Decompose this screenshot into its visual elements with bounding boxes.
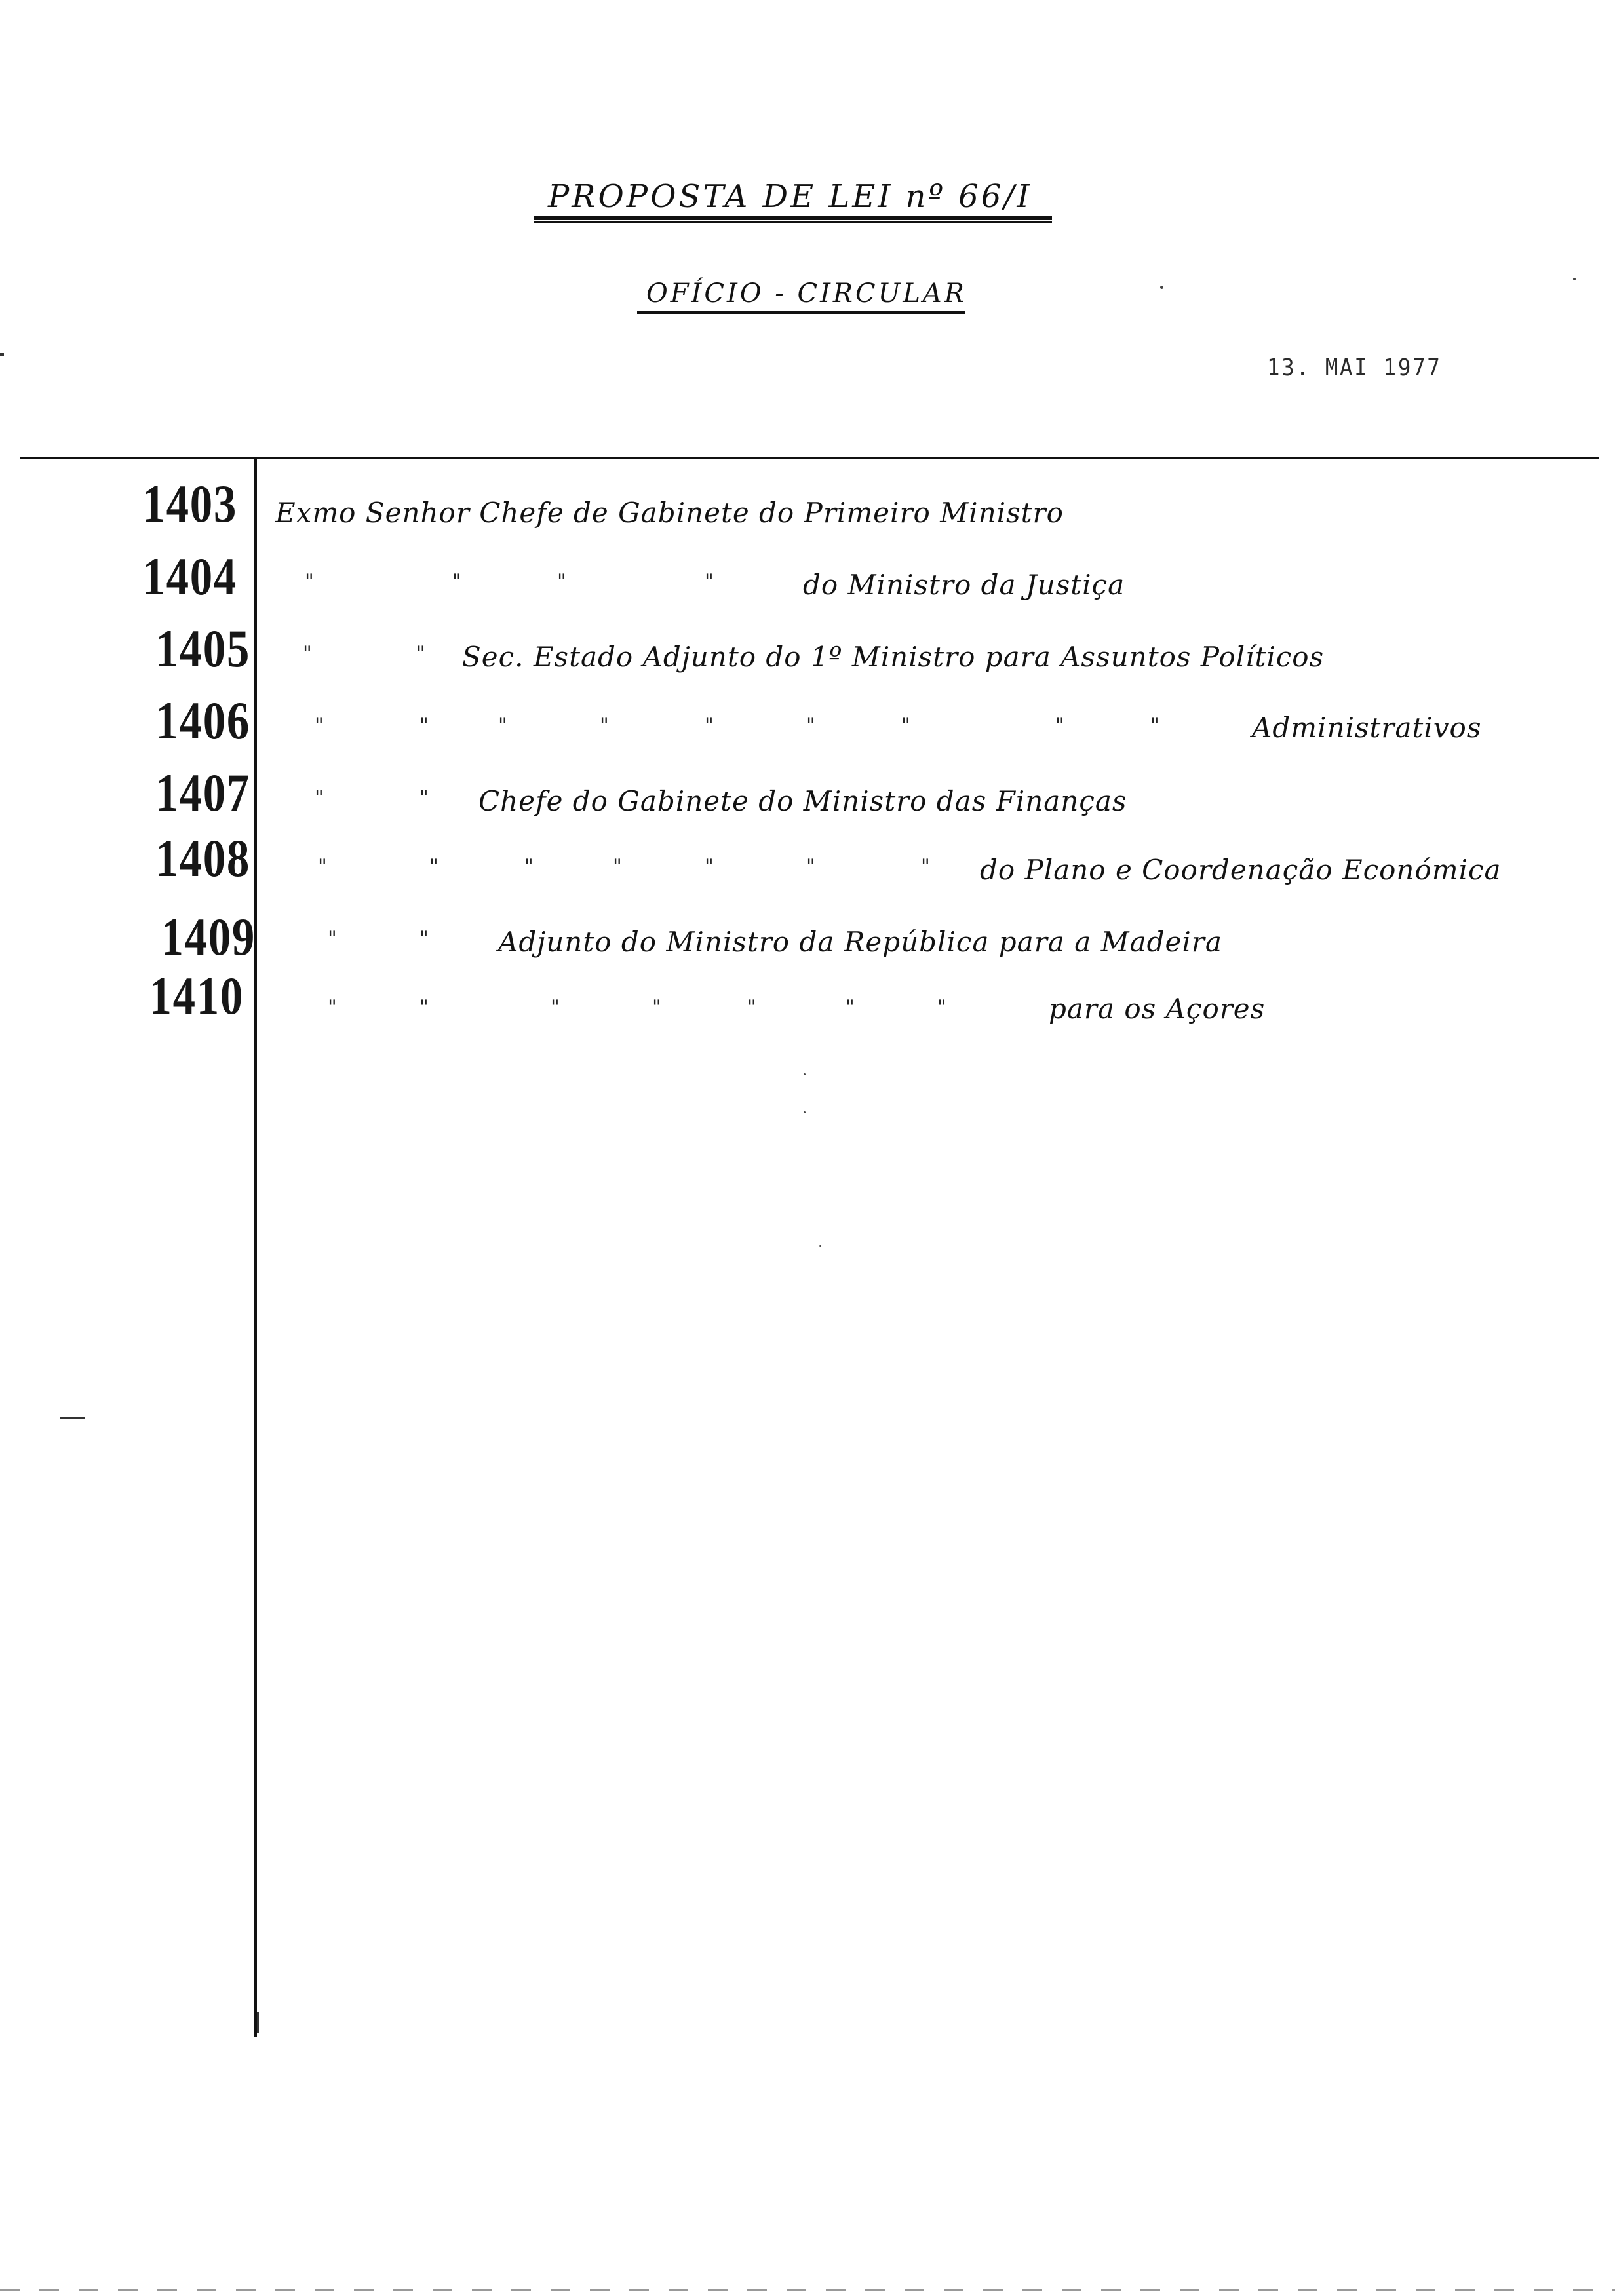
ditto-mark: " [705,855,714,878]
entry-number: 1407 [155,763,250,822]
ditto-mark: " [305,570,314,593]
entry-number: 1408 [155,828,250,888]
ditto-mark: " [328,996,337,1019]
title-underline-2 [534,221,1052,223]
scan-speck [819,1245,821,1247]
ditto-mark: " [1150,714,1159,737]
ditto-mark: " [551,996,560,1019]
scan-speck [804,1073,806,1075]
ditto-mark: " [846,996,855,1019]
ditto-mark: " [419,996,429,1019]
ditto-mark: " [416,642,425,665]
title-underline [534,216,1052,220]
page-edge [0,2289,1615,2291]
ditto-mark: " [705,570,714,593]
entry-number: 1405 [155,619,250,678]
entry-number: 1404 [142,546,237,606]
entry-text: para os Açores [1049,993,1266,1025]
ditto-mark: " [318,855,327,878]
entry-number: 1410 [149,966,244,1025]
ditto-mark: " [419,714,429,737]
margin-tick [0,353,4,356]
margin-tick [257,2012,259,2033]
ditto-mark: " [600,714,609,737]
date-stamp: 13. MAI 1977 [1267,354,1442,381]
entry-number: 1409 [161,907,256,966]
scan-speck [1573,278,1576,280]
scan-speck [1160,286,1163,289]
ditto-mark: " [806,714,815,737]
ditto-mark: " [557,570,566,593]
ditto-mark: " [498,714,507,737]
margin-tick [60,1417,85,1419]
ditto-mark: " [524,855,534,878]
scan-speck [804,1111,806,1113]
entry-text: Chefe do Gabinete do Ministro das Finanças [478,785,1127,817]
ditto-mark: " [419,786,429,809]
ditto-mark: " [315,714,324,737]
ditto-mark: " [937,996,946,1019]
ditto-mark: " [419,927,429,950]
entry-text: do Plano e Coordenação Económica [980,854,1502,886]
ditto-mark: " [705,714,714,737]
ditto-mark: " [1055,714,1064,737]
subtitle-underline [637,311,965,314]
ditto-mark: " [747,996,756,1019]
entry-number: 1406 [155,691,250,750]
entry-text: Administrativos [1252,712,1482,744]
entry-text: Sec. Estado Adjunto do 1º Ministro para Assuntos Políticos [462,641,1325,673]
ditto-mark: " [315,786,324,809]
ditto-mark: " [901,714,910,737]
document-title: PROPOSTA DE LEI nº 66/I [548,178,1032,215]
ditto-mark: " [652,996,661,1019]
ditto-mark: " [921,855,930,878]
ditto-mark: " [328,927,337,950]
ditto-mark: " [303,642,312,665]
entry-text: Adjunto do Ministro da República para a Madeira [498,926,1222,958]
entry-text: Exmo Senhor Chefe de Gabinete do Primeiro Ministro [275,497,1064,529]
document-subtitle: OFÍCIO - CIRCULAR [646,278,967,309]
ditto-mark: " [452,570,461,593]
margin-divider [254,458,257,2037]
entry-number: 1403 [142,474,237,533]
ditto-mark: " [429,855,438,878]
ditto-mark: " [613,855,622,878]
ditto-mark: " [806,855,815,878]
entry-text: do Ministro da Justiça [803,569,1125,601]
